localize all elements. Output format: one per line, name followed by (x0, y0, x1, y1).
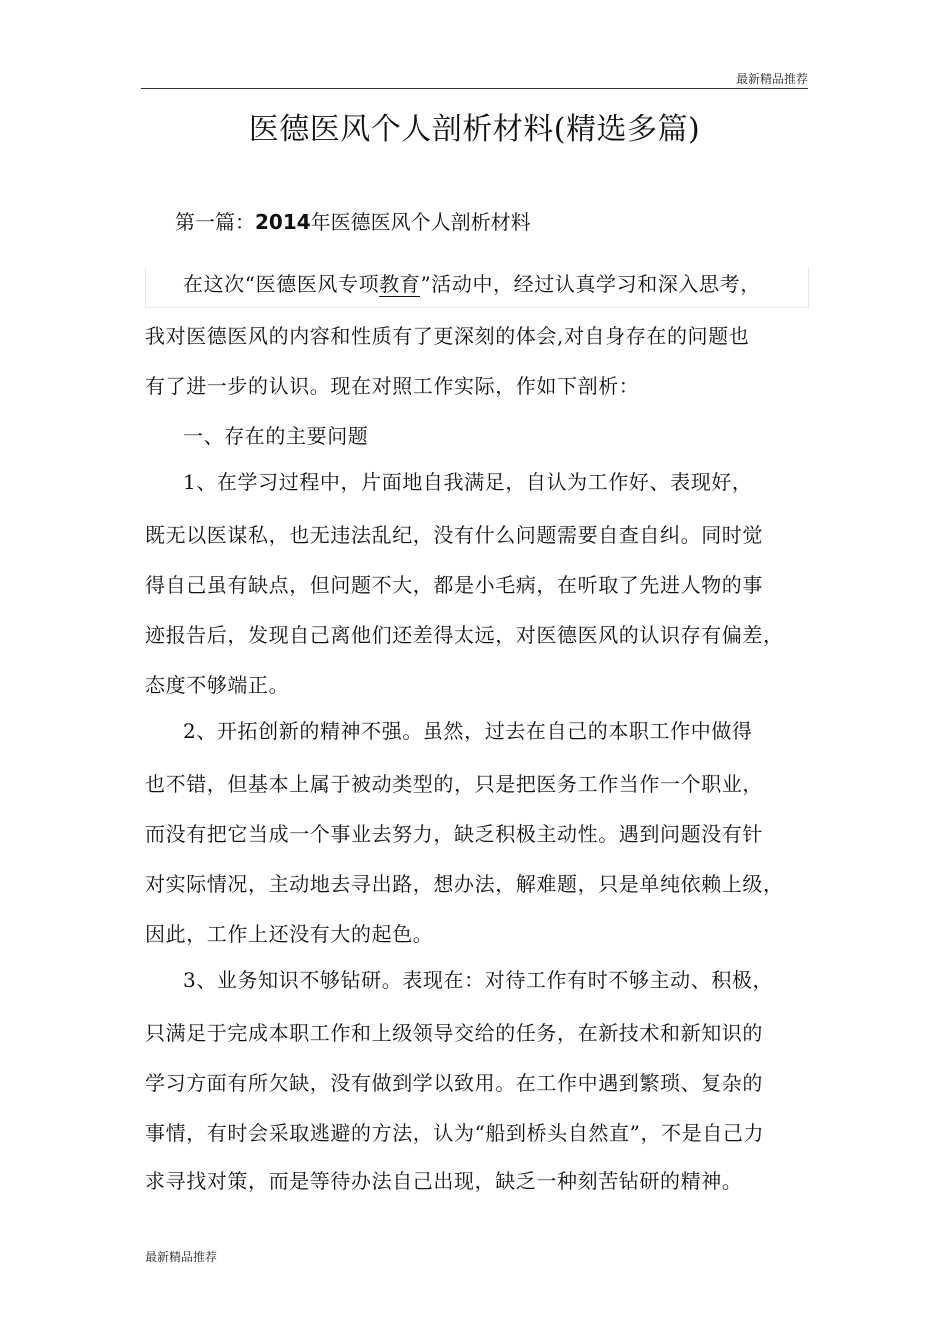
paragraph-line-15: 3、业务知识不够钻研。表现在：对待工作有时不够主动、积极， (183, 968, 774, 992)
header-label: 最新精品推荐 (735, 72, 808, 86)
paragraph-line-18: 事情，有时会采取逃避的方法，认为“船到桥头自然直”，不是自己力 (145, 1121, 765, 1145)
paragraph-line-10: 2、开拓创新的精神不强。虽然，过去在自己的本职工作中做得 (183, 719, 753, 743)
paragraph-line-16: 只满足于完成本职工作和上级领导交给的任务，在新技术和新知识的 (145, 1021, 763, 1045)
paragraph-line-5: 1、在学习过程中，片面地自我满足，自认为工作好、表现好， (183, 470, 753, 494)
paragraph-line-17: 学习方面有所欠缺，没有做到学以致用。在工作中遇到繁琐、复杂的 (145, 1071, 763, 1095)
line-1-part-c: ”活动中，经过认真学习和深入思考， (420, 272, 761, 296)
paragraph-line-12: 而没有把它当成一个事业去努力，缺乏积极主动性。遇到问题没有针 (145, 822, 763, 846)
paragraph-line-14: 因此，工作上还没有大的起色。 (145, 922, 434, 946)
paragraph-line-13: 对实际情况，主动地去寻出路，想办法，解难题，只是单纯依赖上级， (145, 872, 784, 896)
section-heading-prefix: 第一篇： (175, 210, 255, 234)
paragraph-line-9: 态度不够端正。 (145, 673, 290, 697)
section-heading-suffix: 年医德医风个人剖析材料 (310, 210, 531, 234)
paragraph-line-2: 我对医德医风的内容和性质有了更深刻的体会,对自身存在的问题也 (145, 324, 750, 348)
underlined-link-word: 教育 (379, 272, 421, 296)
section-heading-problems: 一、存在的主要问题 (183, 424, 369, 448)
paragraph-line-6: 既无以医谋私，也无违法乱纪，没有什么问题需要自查自纠。同时觉 (145, 523, 763, 547)
paragraph-line-3: 有了进一步的认识。现在对照工作实际，作如下剖析： (145, 374, 640, 398)
section-heading (175, 207, 531, 237)
document-title: 医德医风个人剖析材料(精选多篇) (248, 112, 701, 147)
paragraph-line-1 (183, 268, 761, 297)
paragraph-line-11: 也不错，但基本上属于被动类型的，只是把医务工作当作一个职业， (145, 772, 763, 796)
paragraph-line-7: 得自己虽有缺点，但问题不大，都是小毛病，在听取了先进人物的事 (145, 573, 763, 597)
line-1-part-a: 在这次“医德医风专项 (183, 272, 380, 296)
paragraph-line-19: 求寻找对策，而是等待办法自己出现，缺乏一种刻苦钻研的精神。 (145, 1169, 743, 1193)
section-heading-year: 2014 (255, 210, 311, 234)
footer-label: 最新精品推荐 (145, 1250, 218, 1264)
header-divider (141, 88, 808, 89)
paragraph-line-8: 迹报告后，发现自己离他们还差得太远，对医德医风的认识存有偏差， (145, 623, 784, 647)
